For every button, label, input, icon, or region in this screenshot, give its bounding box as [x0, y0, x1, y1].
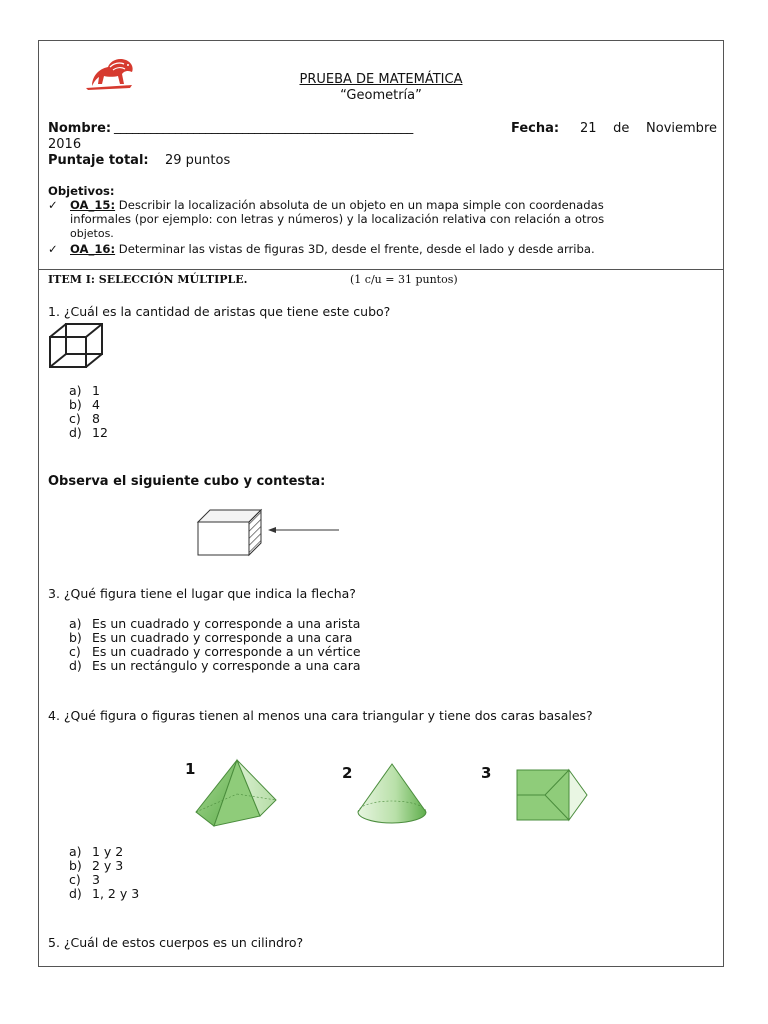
score-value: 29 puntos	[165, 153, 231, 168]
test-title: PRUEBA DE MATEMÁTICA	[299, 72, 463, 87]
objective-item	[48, 198, 716, 213]
objective-item	[48, 242, 716, 257]
option-item[interactable]: a) 1 y 2	[69, 844, 124, 859]
objective-text: Determinar las vistas de figuras 3D, desde el frente, desde el lado y desde arriba.	[118, 242, 595, 256]
option-item[interactable]: a) Es un cuadrado y corresponde a una arista	[69, 616, 361, 631]
objectives-heading: Objetivos:	[48, 184, 115, 198]
prism-figure	[515, 766, 591, 824]
question-4: 4. ¿Qué figura o figuras tienen al menos una cara triangular y tiene dos caras basales?	[48, 708, 593, 723]
option-item[interactable]: c) 3	[69, 872, 100, 887]
section-points: (1 c/u = 31 puntos)	[350, 273, 458, 286]
page-frame	[38, 40, 724, 967]
pyramid-figure	[194, 758, 278, 828]
observe-heading: Observa el siguiente cubo y contesta:	[48, 474, 326, 489]
figure-label-1: 1	[185, 760, 196, 778]
date-value: 21 de Noviembre	[580, 121, 717, 136]
option-item[interactable]: d) 1, 2 y 3	[69, 886, 140, 901]
question-5: 5. ¿Cuál de estos cuerpos es un cilindro?	[48, 935, 304, 950]
date-year: 2016	[48, 137, 82, 152]
figure-label-3: 3	[481, 764, 492, 782]
option-item[interactable]: d) 12	[69, 425, 108, 440]
objective-code: OA_15:	[70, 198, 116, 212]
date-label: Fecha:	[511, 121, 560, 136]
check-icon: ✓	[48, 198, 58, 212]
name-label: Nombre:	[48, 121, 112, 136]
option-item[interactable]: c) 8	[69, 411, 100, 426]
score-label: Puntaje total:	[48, 153, 149, 168]
test-subtitle: “Geometría”	[340, 88, 422, 103]
name-line[interactable]: _________________________________________________	[114, 120, 413, 135]
section-divider	[38, 269, 724, 270]
question-1: 1. ¿Cuál es la cantidad de aristas que tiene este cubo?	[48, 304, 391, 319]
option-item[interactable]: a) 1	[69, 383, 100, 398]
section-title: ITEM I: SELECCIÓN MÚLTIPLE.	[48, 273, 248, 286]
objective-text: Describir la localización absoluta de un objeto en un mapa simple con coordenadas	[118, 198, 604, 212]
objective-code: OA_16:	[70, 242, 116, 256]
option-item[interactable]: b) 4	[69, 397, 100, 412]
cube-wireframe	[48, 322, 106, 370]
objective-text-line: informales (por ejemplo: con letras y números) y la localización relativa con relación a otros	[70, 212, 605, 226]
figure-label-2: 2	[342, 764, 353, 782]
option-item[interactable]: b) Es un cuadrado y corresponde a una cara	[69, 630, 353, 645]
check-icon: ✓	[48, 242, 58, 256]
question-3: 3. ¿Qué figura tiene el lugar que indica la flecha?	[48, 586, 356, 601]
objective-text-line: objetos.	[70, 227, 114, 240]
option-item[interactable]: d) Es un rectángulo y corresponde a una cara	[69, 658, 361, 673]
cube-with-arrow	[196, 506, 346, 558]
option-item[interactable]: b) 2 y 3	[69, 858, 124, 873]
option-item[interactable]: c) Es un cuadrado y corresponde a un vértice	[69, 644, 361, 659]
cone-figure	[356, 762, 428, 826]
